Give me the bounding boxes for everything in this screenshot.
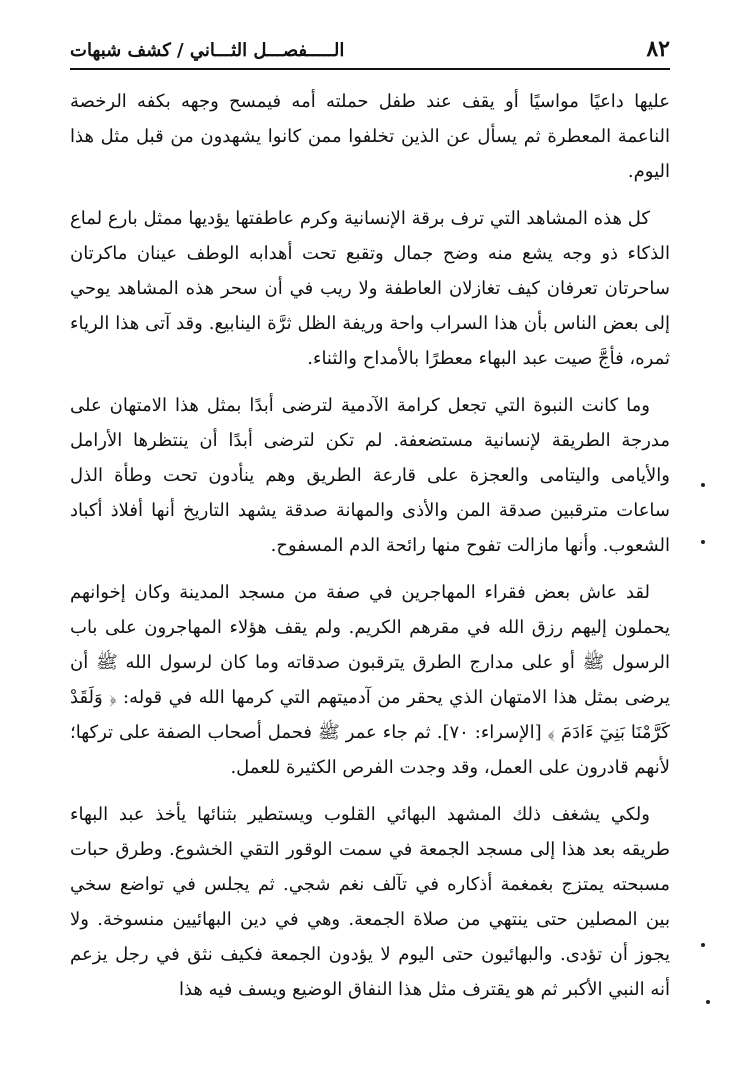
page-header — [70, 30, 670, 70]
margin-mark — [701, 540, 705, 544]
body-text — [70, 84, 670, 1019]
margin-mark — [701, 943, 705, 947]
margin-mark — [706, 1000, 710, 1004]
paragraph: وما كانت النبوة التي تجعل كرامة الآدمية لترضى أبدًا بمثل هذا الامتهان على مدرجة الطريقة لإنسانية مستضعفة. لم تكن لترضى أبدًا أن ينتظرها الأرامل والأيامى واليتامى والعجزة على قارعة الطريق وهم ينأدون تحت وطأة الذل ساعات مترقبين صدقة المن والأذى والمهانة صدقة يشهد التاريخ أنها أفلاذ أكباد الشعوب. وأنها مازالت تفوح منها رائحة الدم المسفوح. — [70, 395, 670, 556]
margin-mark — [701, 483, 705, 487]
page-number: ٨٢ — [646, 36, 670, 62]
paragraph: عليها داعيًا مواسيًا أو يقف عند طفل حملته أمه فيمسح وجهه بكفه الرخصة الناعمة المعطرة ثم يسأل عن الذين تخلفوا ممن كانوا يشهدون من قبل مثل هذا اليوم. — [70, 91, 670, 182]
paragraph: كل هذه المشاهد التي ترف برقة الإنسانية وكرم عاطفتها يؤديها ممثل بارع لماع الذكاء ذو وجه يشع منه وضح جمال وتقبع تحت أهدابه الوطف عينان ماكرتان ساحرتان تعرفان كيف تغازلان العاطفة ولا ريب في أن سحر هذه المشاهد يوحي إلى بعض الناس بأن هذا السراب واحة وريفة الظل ثرَّة الينابيع. وقد آتى هذا الرياء ثمره، فأجَّ صيت عبد البهاء معطرًا بالأمداح والثناء. — [70, 208, 670, 369]
paragraph: ولكي يشغف ذلك المشهد البهائي القلوب ويستطير بثنائها يأخذ عبد البهاء طريقه بعد هذا إلى مسجد الجمعة في سمت الوقور التقي الخشوع. وطرق حبات مسبحته يمتزج بغمغمة أذكاره في تآلف نغم شجي. ثم يجلس في تواضع سخي بين المصلين حتى ينتهي من صلاة الجمعة. وهي في دين البهائيين منسوخة. ولا يجوز أن تؤدى. والبهائيون حتى اليوم لا يؤدون الجمعة فكيف نثق في رجل يزعم أنه النبي الأكبر ثم هو يقترف مثل هذا النفاق الوضيع ويسف فيه هذا — [70, 804, 670, 1000]
paragraph: لقد عاش بعض فقراء المهاجرين في صفة من مسجد المدينة وكان إخوانهم يحملون إليهم رزق الله في مقرهم الكريم. ولم يقف هؤلاء المهاجرون على باب الرسول ﷺ أو على مدارج الطرق يترقبون صدقاته وما كان لرسول الله ﷺ أن يرضى بمثل هذا الامتهان الذي يحقر من آدميتهم التي كرمها الله في قوله: ﴿ وَلَقَدْ كَرَّمْنَا بَنِيٓ ءَادَمَ ﴾ [الإسراء: ٧٠]. ثم جاء عمر ﷺ فحمل أصحاب الصفة على تركها؛ لأنهم قادرون على العمل، وقد وجدت الفرص الكثيرة للعمل. — [70, 582, 670, 778]
header-rule — [70, 68, 670, 70]
running-title: الـــــفصـــل الثـــاني / كشف شبهات — [70, 40, 345, 61]
